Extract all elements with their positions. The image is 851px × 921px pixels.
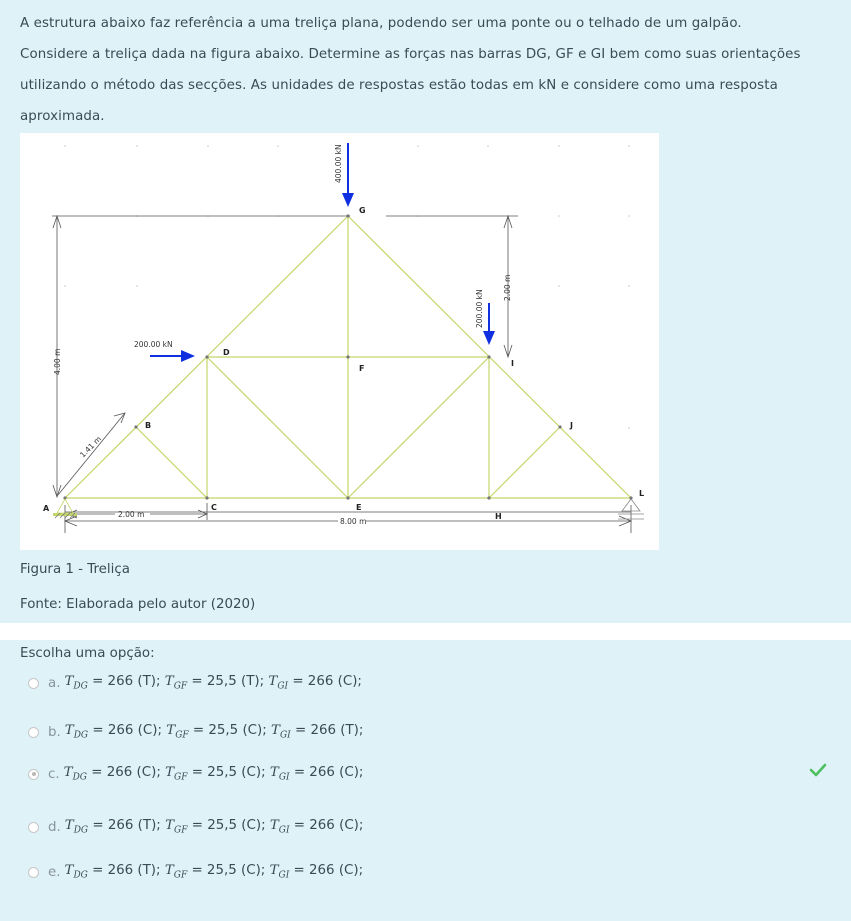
correct-check-icon [808, 762, 828, 778]
value-dg: = 266 (T); [92, 818, 161, 834]
value-gf: = 25,5 (C); [191, 863, 266, 879]
dim-span: 8.00 m [340, 517, 367, 526]
value-gi: = 266 (C); [293, 863, 364, 879]
value-gi: = 266 (C); [293, 765, 364, 781]
option-text: $T_{DG} = 266$ (T); $T_{GF} = 25,5$ (T); $T_{GI} = 266$ (C); [64, 674, 362, 692]
value-dg: = 266 (C); [92, 723, 162, 739]
question-line: utilizando o método das secções. As unidades de respostas estão todas em kN e considere como uma resposta [20, 78, 778, 93]
option-b[interactable] [28, 720, 363, 744]
dim-ac: 2.00 m [118, 510, 145, 519]
node-label: G [359, 206, 366, 215]
figure-source: Fonte: Elaborada pelo autor (2020) [20, 597, 256, 612]
node-label: F [359, 364, 365, 373]
node-label: I [511, 359, 514, 368]
option-letter: a. [48, 675, 61, 691]
radio-button[interactable] [28, 678, 39, 689]
option-letter: d. [48, 819, 61, 835]
arrow-down-icon [483, 331, 495, 345]
value-gf: = 25,5 (T); [191, 674, 265, 690]
node-labels [43, 206, 644, 521]
question-line: A estrutura abaixo faz referência a uma treliça plana, podendo ser uma ponte ou o telhado de um galpão. [20, 16, 742, 31]
node-label: A [43, 504, 50, 513]
dimension-lines [52, 216, 631, 533]
node-label: E [356, 503, 362, 512]
option-text: $T_{DG} = 266$ (C); $T_{GF} = 25,5$ (C); $T_{GI} = 266$ (C); [63, 765, 364, 783]
value-gf: = 25,5 (C); [192, 723, 267, 739]
value-gi: = 266 (C); [292, 674, 362, 690]
value-dg: = 266 (C); [91, 765, 161, 781]
question-line: Considere a treliça dada na figura abaixo. Determine as forças nas barras DG, GF e GI bem como suas orientações [20, 47, 801, 62]
option-letter: e. [48, 864, 61, 880]
value-dg: = 266 (T); [92, 674, 161, 690]
truss-figure [20, 133, 659, 550]
dim-diag: 1.41 m [78, 434, 104, 460]
value-gi: = 266 (T); [294, 723, 364, 739]
question-text [20, 8, 835, 132]
option-letter: c. [48, 766, 60, 782]
node-label: H [495, 512, 502, 521]
option-a[interactable] [28, 671, 362, 695]
figure-caption: Figura 1 - Treliça [20, 562, 130, 577]
answer-prompt: Escolha uma opção: [20, 646, 155, 661]
dim-top: 2.00 m [503, 274, 512, 301]
node-label: L [639, 489, 645, 498]
radio-button[interactable] [28, 822, 39, 833]
load-d-label: 200.00 kN [134, 340, 173, 349]
value-dg: = 266 (T); [92, 863, 161, 879]
dim-height: 4.00 m [53, 348, 62, 375]
arrow-right-icon [181, 350, 195, 362]
node-label: D [223, 348, 230, 357]
value-gf: = 25,5 (C); [191, 765, 266, 781]
dimension-labels [53, 275, 512, 526]
value-gi: = 266 (C); [293, 818, 364, 834]
option-e[interactable] [28, 860, 363, 884]
radio-button[interactable] [28, 867, 39, 878]
answer-panel [0, 640, 851, 921]
arrow-down-icon [342, 193, 354, 207]
node-label: J [570, 421, 573, 430]
load-d [134, 340, 195, 362]
option-c[interactable] [28, 762, 363, 786]
radio-button[interactable] [28, 727, 39, 738]
value-gf: = 25,5 (C); [191, 818, 266, 834]
option-text: $T_{DG} = 266$ (T); $T_{GF} = 25,5$ (C); $T_{GI} = 266$ (C); [64, 818, 364, 836]
question-line: aproximada. [20, 109, 105, 124]
option-d[interactable] [28, 815, 363, 839]
truss-diagram [20, 133, 659, 550]
option-text: $T_{DG} = 266$ (T); $T_{GF} = 25,5$ (C); $T_{GI} = 266$ (C); [64, 863, 364, 881]
option-text: $T_{DG} = 266$ (C); $T_{GF} = 25,5$ (C); $T_{GI} = 266$ (T); [64, 723, 364, 741]
node-label: C [211, 503, 217, 512]
load-i [475, 289, 495, 345]
radio-button-selected[interactable] [28, 769, 39, 780]
load-g [334, 143, 354, 207]
load-i-label: 200.00 kN [475, 289, 484, 328]
load-g-label: 400.00 kN [334, 144, 343, 183]
node-label: B [145, 421, 152, 430]
option-letter: b. [48, 724, 61, 740]
